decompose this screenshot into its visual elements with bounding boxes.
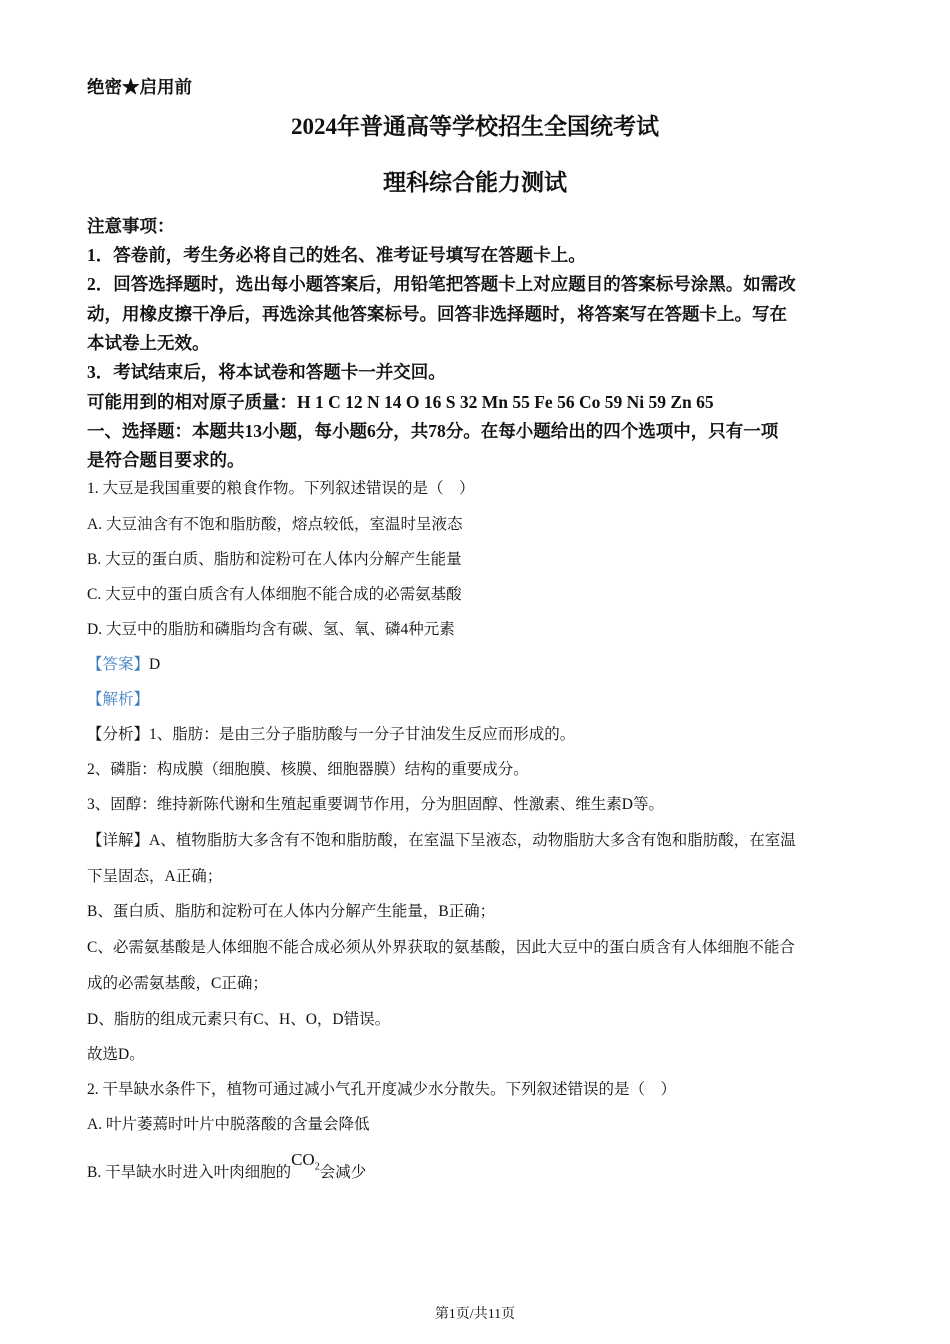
- q1-answer: [87, 654, 160, 676]
- co2-formula: [291, 1150, 320, 1173]
- exam-title: 2024年普通高等学校招生全国统考试: [291, 114, 659, 139]
- section-heading: 一、选择题：本题共13小题，每小题6分，共78分。在每小题给出的四个选项中，只有一项: [87, 421, 779, 441]
- q1-option-c: C. 大豆中的蛋白质含有人体细胞不能合成的必需氨基酸: [87, 586, 462, 603]
- note-item: 2．回答选择题时，选出每小题答案后，用铅笔把答题卡上对应题目的答案标号涂黑。如需改: [87, 274, 796, 294]
- notes-heading: 注意事项：: [87, 216, 175, 236]
- co2-text: CO: [291, 1150, 315, 1169]
- analysis-line: B、蛋白质、脂肪和淀粉可在人体内分解产生能量，B正确；: [87, 903, 496, 920]
- co2-subscript: 2: [314, 1161, 320, 1173]
- answer-label: 【答案】: [87, 656, 150, 673]
- q2-stem: 2. 干旱缺水条件下，植物可通过减小气孔开度减少水分散失。下列叙述错误的是（ ）: [87, 1081, 677, 1098]
- page-footer: 第1页/共11页: [434, 1307, 516, 1322]
- q1-option-b: B. 大豆的蛋白质、脂肪和淀粉可在人体内分解产生能量: [87, 551, 462, 568]
- analysis-line: C、必需氨基酸是人体细胞不能合成必须从外界获取的氨基酸，因此大豆中的蛋白质含有人体细胞不能合: [87, 939, 795, 956]
- analysis-line: 下呈固态，A正确；: [87, 868, 223, 885]
- section-heading-cont: 是符合题目要求的。: [87, 450, 245, 470]
- analysis-label: 【解析】: [87, 691, 150, 708]
- answer-value: D: [149, 656, 161, 673]
- confidential-mark: 绝密★启用前: [87, 77, 192, 97]
- note-item: 本试卷上无效。: [87, 333, 210, 353]
- atomic-masses: 可能用到的相对原子质量：H 1 C 12 N 14 O 16 S 32 Mn 55 Fe 56 Co 59 Ni 59 Zn 65: [87, 392, 714, 412]
- note-item: 1．答卷前，考生务必将自己的姓名、准考证号填写在答题卡上。: [87, 245, 586, 265]
- option-b-text-end: 会减少: [319, 1164, 367, 1181]
- option-b-text: B. 干旱缺水时进入叶肉细胞的: [87, 1164, 292, 1181]
- q1-option-a: A. 大豆油含有不饱和脂肪酸，熔点较低，室温时呈液态: [87, 516, 463, 533]
- note-item: 3．考试结束后，将本试卷和答题卡一并交回。: [87, 362, 446, 382]
- note-item: 动，用橡皮擦干净后，再选涂其他答案标号。回答非选择题时，将答案写在答题卡上。写在: [87, 304, 787, 324]
- q2-option-b: [87, 1150, 367, 1190]
- analysis-line: 【分析】1、脂肪：是由三分子脂肪酸与一分子甘油发生反应而形成的。: [87, 726, 576, 743]
- q1-stem: 1. 大豆是我国重要的粮食作物。下列叙述错误的是（ ）: [87, 480, 475, 497]
- analysis-line: 成的必需氨基酸，C正确；: [87, 975, 268, 992]
- exam-subtitle: 理科综合能力测试: [383, 170, 567, 195]
- analysis-line: 故选D。: [87, 1046, 145, 1063]
- analysis-line: 2、磷脂：构成膜（细胞膜、核膜、细胞器膜）结构的重要成分。: [87, 761, 529, 778]
- q1-option-d: D. 大豆中的脂肪和磷脂均含有碳、氢、氧、磷4种元素: [87, 621, 455, 638]
- analysis-line: 3、固醇：维持新陈代谢和生殖起重要调节作用，分为胆固醇、性激素、维生素D等。: [87, 796, 664, 813]
- analysis-line: D、脂肪的组成元素只有C、H、O，D错误。: [87, 1011, 391, 1028]
- analysis-line: 【详解】A、植物脂肪大多含有不饱和脂肪酸，在室温下呈液态，动物脂肪大多含有饱和脂肪酸，在室温: [87, 832, 796, 849]
- q2-option-a: A. 叶片萎蔫时叶片中脱落酸的含量会降低: [87, 1116, 370, 1133]
